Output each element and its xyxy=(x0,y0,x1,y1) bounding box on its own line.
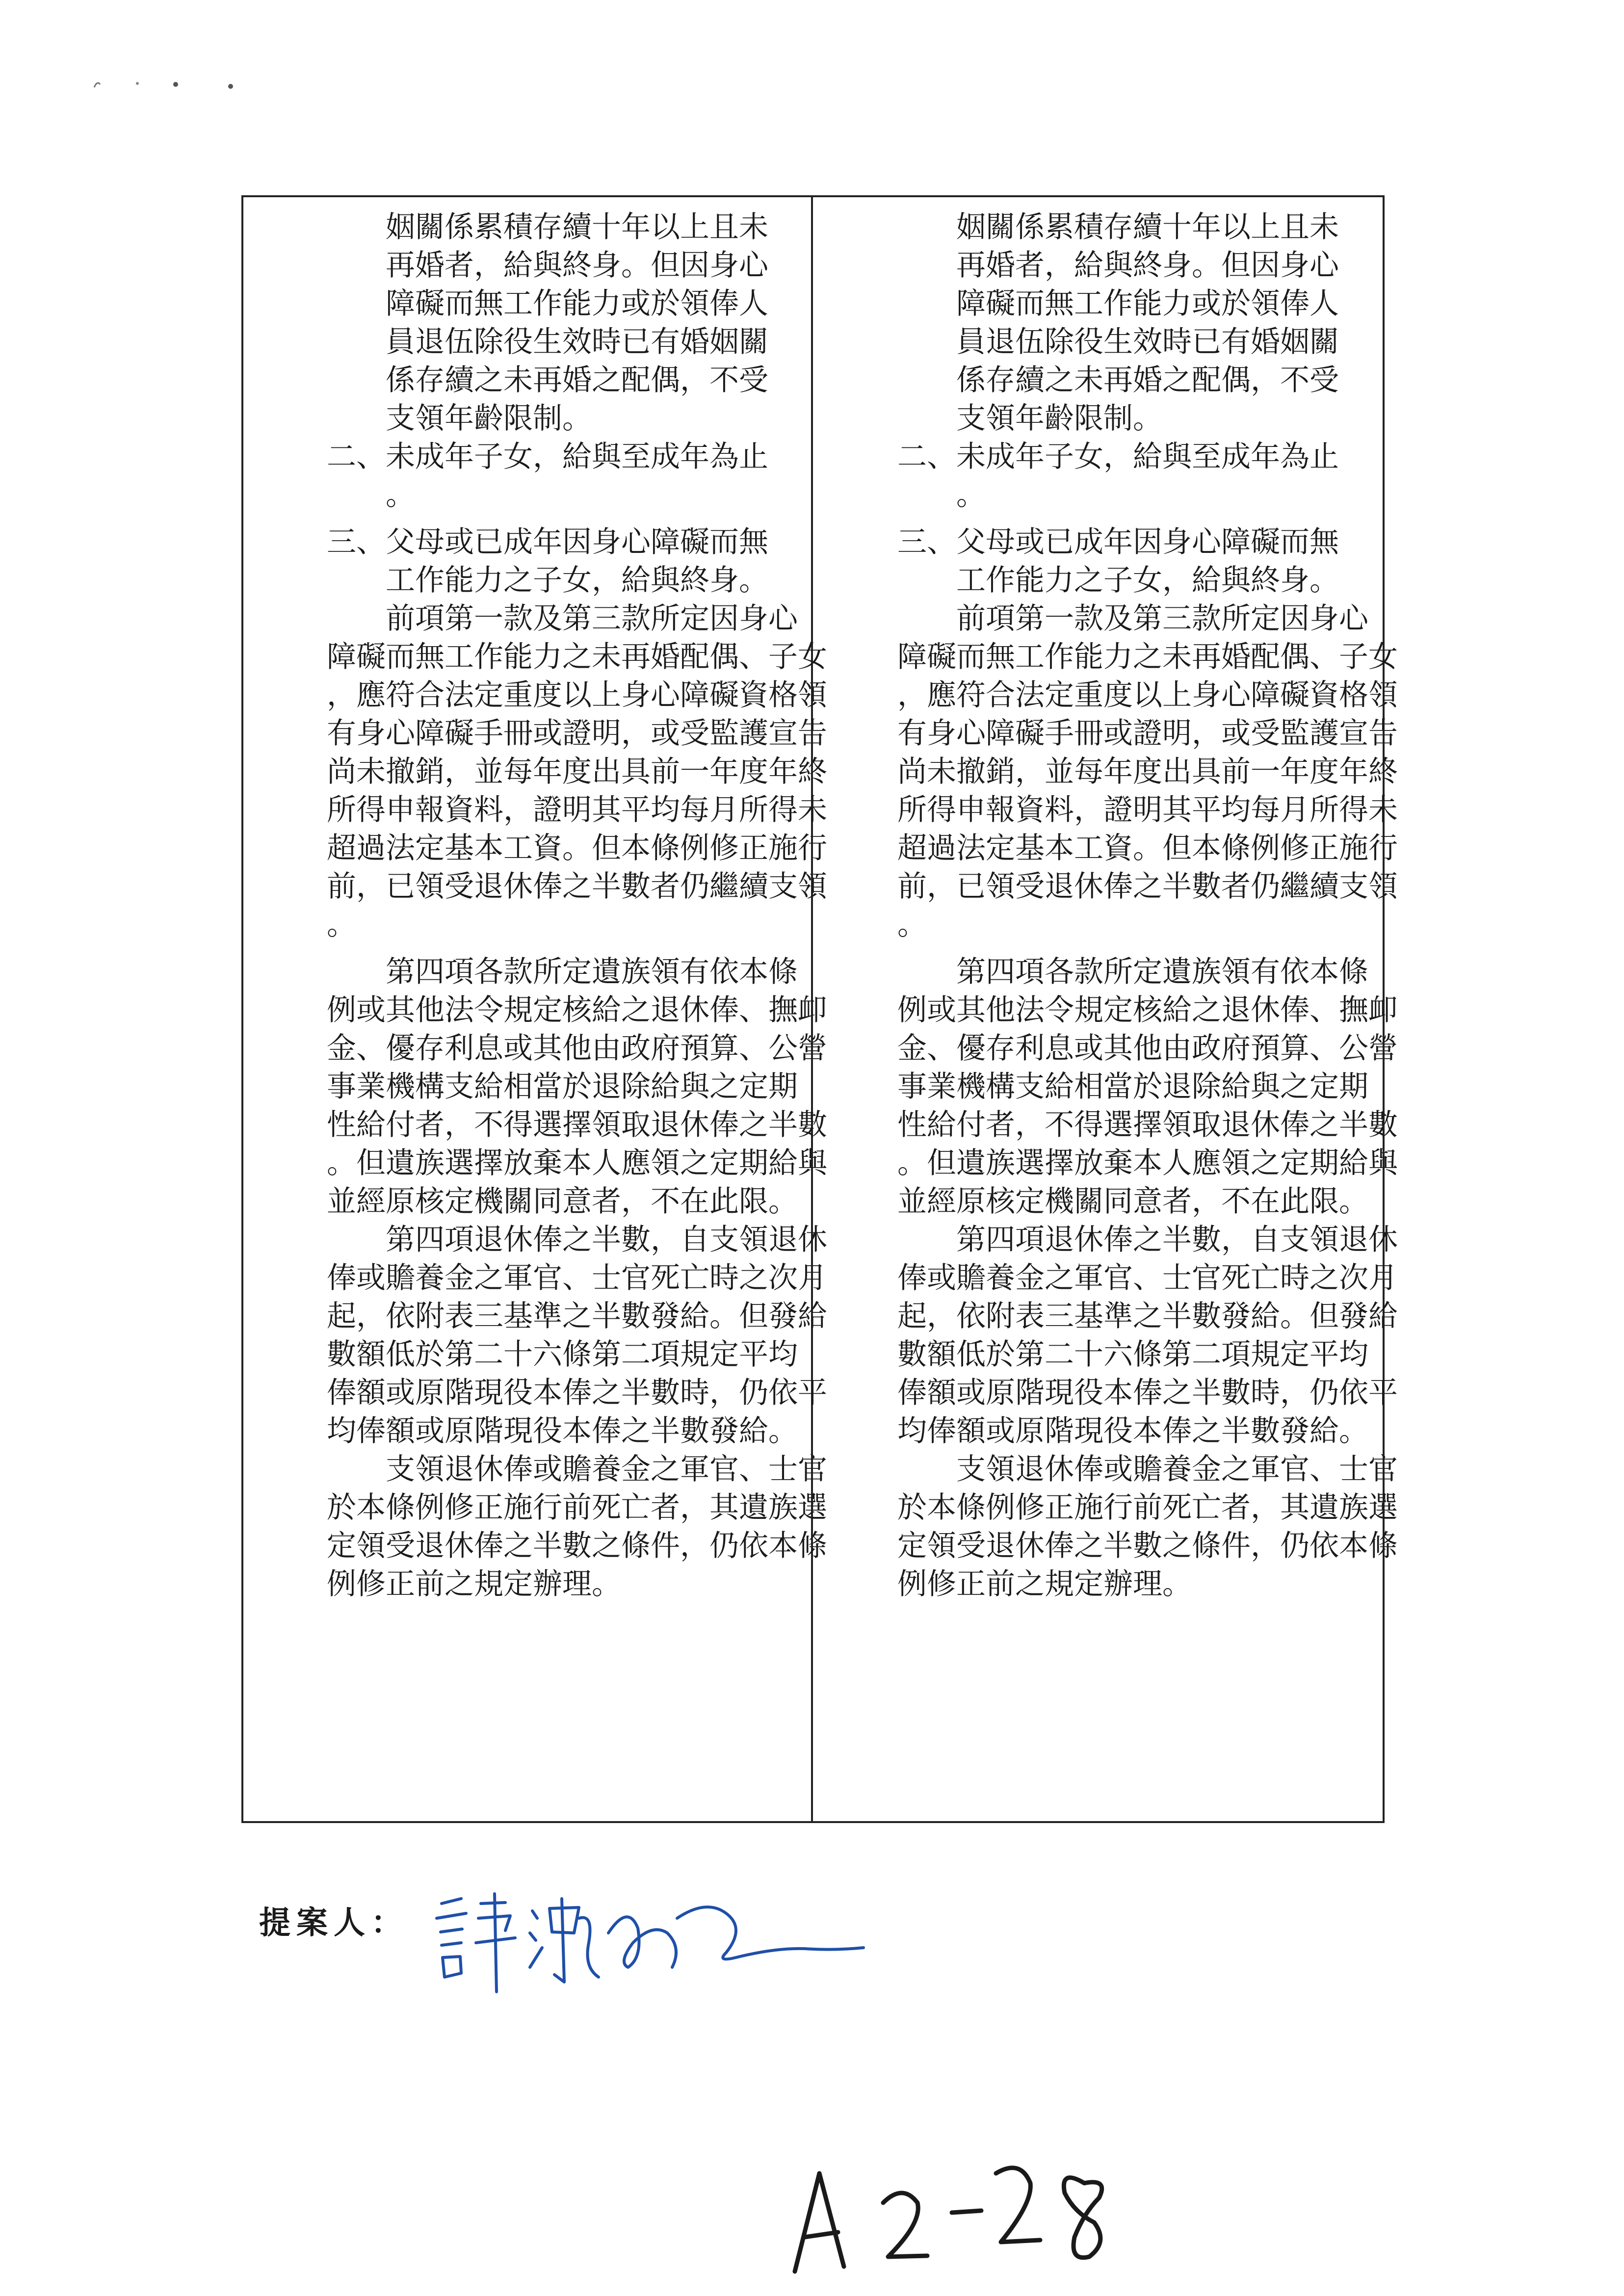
proposer-label: 提案人： xyxy=(259,1905,408,1941)
left-column-line: 。 xyxy=(327,908,356,942)
left-column-line: 前，已領受退休俸之半數者仍繼續支領 xyxy=(327,869,827,904)
left-column-line: 尚未撤銷，並每年度出具前一年度年終 xyxy=(327,755,827,789)
left-column-line: 前項第一款及第三款所定因身心 xyxy=(386,601,798,636)
right-column-line: 三、父母或已成年因身心障礙而無 xyxy=(897,525,1339,559)
right-column-line: 俸或贍養金之軍官、士官死亡時之次月 xyxy=(897,1261,1398,1295)
comparison-table xyxy=(241,195,1398,1823)
right-column-line: 係存續之未再婚之配偶，不受 xyxy=(956,363,1339,397)
left-column-line: 定領受退休俸之半數之條件，仍依本條 xyxy=(327,1529,827,1563)
scan-specks xyxy=(88,74,265,93)
left-column-line: 障礙而無工作能力之未再婚配偶、子女 xyxy=(327,640,827,674)
right-column xyxy=(813,197,1398,1821)
right-column-line: 尚未撤銷，並每年度出具前一年度年終 xyxy=(897,755,1398,789)
left-column-line: 例修正前之規定辦理。 xyxy=(327,1567,621,1601)
right-column-line: 。 xyxy=(897,908,927,942)
right-column-line: 定領受退休俸之半數之條件，仍依本條 xyxy=(897,1529,1398,1563)
left-column-line: 障礙而無工作能力或於領俸人 xyxy=(386,287,768,321)
right-column-line: 例修正前之規定辦理。 xyxy=(897,1567,1192,1601)
left-column-line: 支領退休俸或贍養金之軍官、士官 xyxy=(386,1452,827,1487)
left-column-line: 員退伍除役生效時已有婚姻關 xyxy=(386,325,768,359)
right-column-line: 俸額或原階現役本俸之半數時，仍依平 xyxy=(897,1376,1398,1410)
right-column-line: ，應符合法定重度以上身心障礙資格領 xyxy=(897,678,1398,712)
right-column-line: 均俸額或原階現役本俸之半數發給。 xyxy=(897,1414,1368,1448)
left-column-line: 第四項各款所定遺族領有依本條 xyxy=(386,955,798,989)
left-column-line: 數額低於第二十六條第二項規定平均 xyxy=(327,1337,798,1372)
left-column-line: 起，依附表三基準之半數發給。但發給 xyxy=(327,1299,827,1333)
right-column-line: 二、未成年子女，給與至成年為止 xyxy=(897,440,1339,474)
left-column-line: ，應符合法定重度以上身心障礙資格領 xyxy=(327,678,827,712)
right-column-line: 支領退休俸或贍養金之軍官、士官 xyxy=(956,1452,1398,1487)
right-column-line: 第四項退休俸之半數，自支領退休 xyxy=(956,1223,1398,1257)
left-column-line: 俸額或原階現役本俸之半數時，仍依平 xyxy=(327,1376,827,1410)
left-column-line: 超過法定基本工資。但本條例修正施行 xyxy=(327,831,827,865)
right-column-line: 姻關係累積存續十年以上且未 xyxy=(956,210,1339,244)
left-column-line: 。但遺族選擇放棄本人應領之定期給與 xyxy=(327,1146,827,1180)
left-column-line: 有身心障礙手冊或證明，或受監護宣告 xyxy=(327,716,827,751)
left-column-line: 支領年齡限制。 xyxy=(386,401,592,436)
right-column-line: 於本條例修正施行前死亡者，其遺族選 xyxy=(897,1490,1398,1525)
right-column-line: 工作能力之子女，給與終身。 xyxy=(956,563,1339,598)
right-column-line: 員退伍除役生效時已有婚姻關 xyxy=(956,325,1339,359)
left-column-line: 均俸額或原階現役本俸之半數發給。 xyxy=(327,1414,798,1448)
left-column-line: 再婚者，給與終身。但因身心 xyxy=(386,248,768,283)
right-column-line: 前項第一款及第三款所定因身心 xyxy=(956,601,1368,636)
right-column-line: 有身心障礙手冊或證明，或受監護宣告 xyxy=(897,716,1398,751)
left-column-line: 俸或贍養金之軍官、士官死亡時之次月 xyxy=(327,1261,827,1295)
left-column-line: 性給付者，不得選擇領取退休俸之半數 xyxy=(327,1108,827,1142)
right-column-line: 起，依附表三基準之半數發給。但發給 xyxy=(897,1299,1398,1333)
left-column xyxy=(243,197,827,1821)
left-column-line: 例或其他法令規定核給之退休俸、撫卹 xyxy=(327,993,827,1027)
right-column-text xyxy=(897,208,1398,1603)
right-column-line: 性給付者，不得選擇領取退休俸之半數 xyxy=(897,1108,1398,1142)
right-column-line: 並經原核定機關同意者，不在此限。 xyxy=(897,1184,1368,1219)
left-column-line: 工作能力之子女，給與終身。 xyxy=(386,563,768,598)
left-column-line: 事業機構支給相當於退除給與之定期 xyxy=(327,1070,798,1104)
right-column-line: 超過法定基本工資。但本條例修正施行 xyxy=(897,831,1398,865)
left-column-line: 所得申報資料，證明其平均每月所得未 xyxy=(327,793,827,827)
left-column-line: 三、父母或已成年因身心障礙而無 xyxy=(327,525,768,559)
right-column-line: 數額低於第二十六條第二項規定平均 xyxy=(897,1337,1368,1372)
right-column-line: 金、優存利息或其他由政府預算、公營 xyxy=(897,1031,1398,1066)
right-column-line: 障礙而無工作能力之未再婚配偶、子女 xyxy=(897,640,1398,674)
right-column-line: 。但遺族選擇放棄本人應領之定期給與 xyxy=(897,1146,1398,1180)
right-column-line: 例或其他法令規定核給之退休俸、撫卹 xyxy=(897,993,1398,1027)
left-column-line: 於本條例修正施行前死亡者，其遺族選 xyxy=(327,1490,827,1525)
left-column-line: 並經原核定機關同意者，不在此限。 xyxy=(327,1184,798,1219)
right-column-line: 前，已領受退休俸之半數者仍繼續支領 xyxy=(897,869,1398,904)
left-column-line: 第四項退休俸之半數，自支領退休 xyxy=(386,1223,827,1257)
left-column-text xyxy=(327,208,827,1603)
handwritten-page-code xyxy=(785,2144,1119,2281)
right-column-line: 支領年齡限制。 xyxy=(956,401,1162,436)
right-column-line: 障礙而無工作能力或於領俸人 xyxy=(956,287,1339,321)
right-column-line: 第四項各款所定遺族領有依本條 xyxy=(956,955,1368,989)
left-column-line: 。 xyxy=(386,478,415,512)
right-column-line: 事業機構支給相當於退除給與之定期 xyxy=(897,1070,1368,1104)
right-column-line: 所得申報資料，證明其平均每月所得未 xyxy=(897,793,1398,827)
left-column-line: 二、未成年子女，給與至成年為止 xyxy=(327,440,768,474)
left-column-line: 姻關係累積存續十年以上且未 xyxy=(386,210,768,244)
right-column-line: 。 xyxy=(956,478,986,512)
left-column-line: 金、優存利息或其他由政府預算、公營 xyxy=(327,1031,827,1066)
handwritten-signature xyxy=(432,1845,883,2011)
left-column-line: 係存續之未再婚之配偶，不受 xyxy=(386,363,768,397)
right-column-line: 再婚者，給與終身。但因身心 xyxy=(956,248,1339,283)
